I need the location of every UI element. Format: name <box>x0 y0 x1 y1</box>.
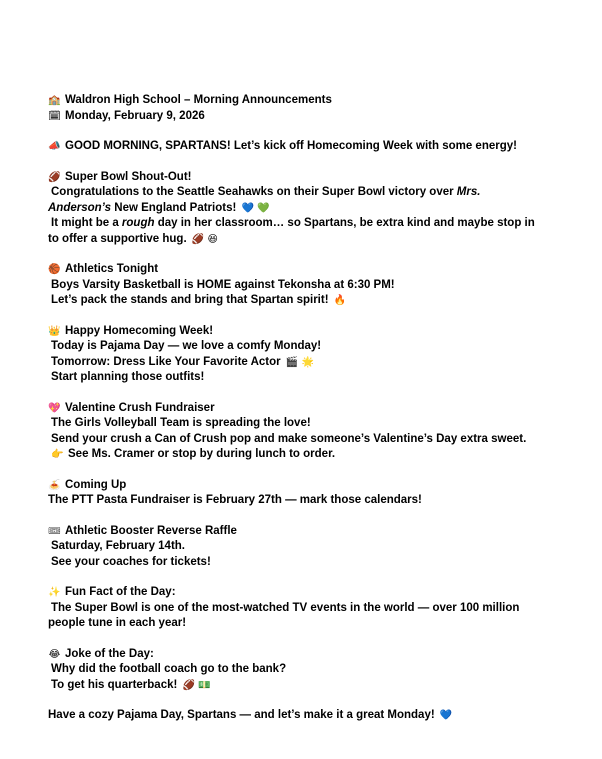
coming-up-line1: The PTT Pasta Fundraiser is February 27th — mark those calendars! <box>48 494 422 506</box>
super-bowl-line2-italic: Anderson’s <box>48 201 112 214</box>
homecoming-section <box>48 324 558 386</box>
closing-text: Have a cozy Pajama Day, Spartans — and let’s make it a great Monday! <box>48 709 435 721</box>
super-bowl-title: Super Bowl Shout-Out! <box>65 170 192 183</box>
super-bowl-line3a: It might be a <box>51 217 122 229</box>
super-bowl-line4: to offer a supportive hug. <box>48 232 187 245</box>
fun-fact-line1: The Super Bowl is one of the most-watched TV events in the world — over 100 million <box>51 601 520 614</box>
super-bowl-line2: New England Patriots! <box>111 201 237 214</box>
greeting-text: GOOD MORNING, SPARTANS! Let’s kick off Homecoming Week with some energy! <box>65 140 517 152</box>
greeting-section <box>48 139 558 155</box>
date-line: Monday, February 9, 2026 <box>65 109 205 122</box>
fun-fact-title: Fun Fact of the Day: <box>65 586 176 598</box>
football-laugh-icons: 🏈 😆 <box>191 233 218 245</box>
announcement-document <box>48 93 558 739</box>
athletics-line1: Boys Varsity Basketball is HOME against Tekonsha at 6:30 PM! <box>51 278 395 291</box>
joke-line2: To get his quarterback! <box>51 678 178 691</box>
football-icon: 🏈 <box>48 171 61 183</box>
super-bowl-line1-italic: Mrs. <box>456 186 481 198</box>
school-icon: 🏫 <box>48 95 61 106</box>
blue-heart-icon: 💙 <box>439 710 453 721</box>
calendar-icon: 🗓 <box>48 110 61 122</box>
header-section <box>48 93 558 124</box>
super-bowl-section <box>48 170 558 248</box>
super-bowl-line1: Congratulations to the Seattle Seahawks on their Super Bowl victory over <box>51 186 457 198</box>
ticket-icon: 🎟 <box>48 525 61 537</box>
coming-up-title: Coming Up <box>65 478 127 491</box>
valentine-title: Valentine Crush Fundraiser <box>65 401 215 414</box>
basketball-icon: 🏀 <box>48 264 61 275</box>
joke-line1: Why did the football coach go to the bank? <box>51 663 287 675</box>
blue-green-heart-icons: 💙 💚 <box>241 202 270 214</box>
raffle-line1: Saturday, February 14th. <box>51 540 185 552</box>
raffle-section <box>48 524 558 571</box>
coming-up-section <box>48 478 558 509</box>
heart-icon: 💖 <box>48 402 61 414</box>
fun-fact-line2: people tune in each year! <box>48 617 187 629</box>
homecoming-line1: Today is Pajama Day — we love a comfy Monday! <box>51 340 322 352</box>
laughing-face-icon: 😂 <box>48 648 61 660</box>
raffle-title: Athletic Booster Reverse Raffle <box>65 524 237 537</box>
crown-icon: 👑 <box>48 325 61 337</box>
joke-title: Joke of the Day: <box>65 647 154 660</box>
school-title: Waldron High School – Morning Announcements <box>65 94 332 106</box>
football-money-icons: 🏈 💵 <box>182 679 211 691</box>
homecoming-line3: Start planning those outfits! <box>51 371 205 383</box>
fire-icon: 🔥 <box>333 295 347 306</box>
valentine-section <box>48 401 558 463</box>
megaphone-icon: 📣 <box>48 141 61 152</box>
super-bowl-line3b: day in her classroom… so Spartans, be extra kind and maybe stop in <box>154 217 535 229</box>
super-bowl-line3-italic: rough <box>121 217 155 229</box>
athletics-title: Athletics Tonight <box>65 263 159 275</box>
fun-fact-section <box>48 585 558 632</box>
athletics-section <box>48 262 558 309</box>
valentine-line3: See Ms. Cramer or stop by during lunch to order. <box>68 448 336 460</box>
valentine-line2: Send your crush a Can of Crush pop and make someone’s Valentine’s Day extra sweet. <box>51 432 527 445</box>
joke-section <box>48 647 558 694</box>
homecoming-line2: Tomorrow: Dress Like Your Favorite Actor <box>51 355 281 368</box>
athletics-line2: Let’s pack the stands and bring that Spartan spirit! <box>51 294 329 306</box>
clapper-star-icons: 🎬 🌟 <box>285 356 314 368</box>
pasta-icon: 🍝 <box>48 479 61 491</box>
valentine-line1: The Girls Volleyball Team is spreading the love! <box>51 417 311 429</box>
raffle-line2: See your coaches for tickets! <box>51 555 211 568</box>
pointing-hand-icon: 👉 <box>51 449 64 460</box>
homecoming-title: Happy Homecoming Week! <box>65 324 214 337</box>
closing-section <box>48 708 558 724</box>
sparkles-icon: ✨ <box>48 587 61 598</box>
